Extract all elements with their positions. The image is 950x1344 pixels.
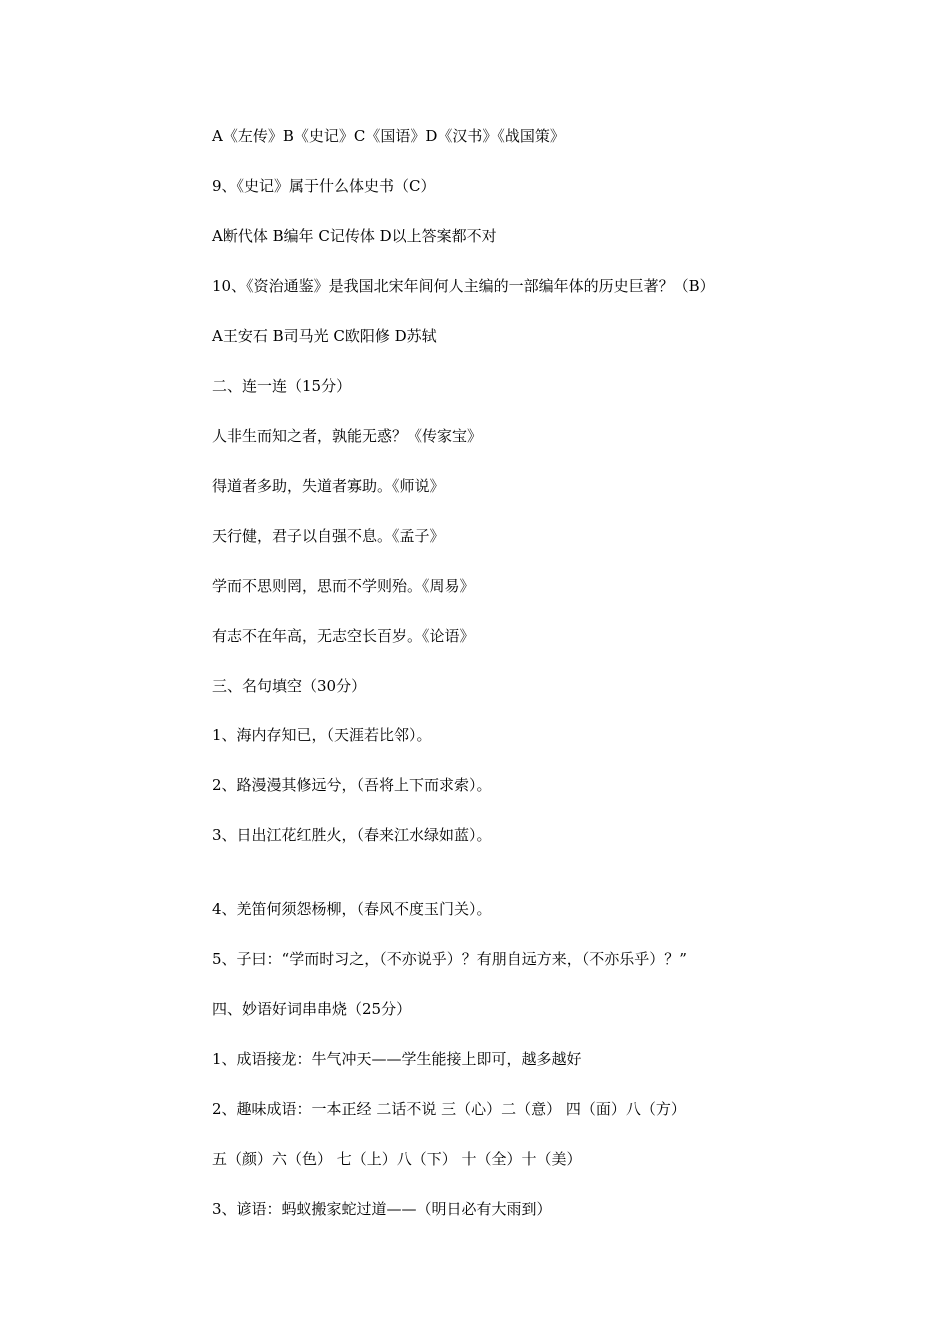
question-10-options: A王安石 B司马光 C欧阳修 D苏轼 (212, 327, 437, 345)
fill-item-3: 3、日出江花红胜火，（春来江水绿如蓝）。 (212, 826, 492, 844)
fun-idioms-line-1: 2、趣味成语：一本正经 二话不说 三（心）二（意） 四（面）八（方） (212, 1100, 686, 1118)
idiom-chain: 1、成语接龙：牛气冲天——学生能接上即可，越多越好 (212, 1050, 582, 1068)
match-item-4: 学而不思则罔，思而不学则殆。《周易》 (212, 577, 475, 595)
question-9-options: A断代体 B编年 C记传体 D以上答案都不对 (212, 227, 497, 245)
question-9: 9、《史记》属于什么体史书（C） (212, 177, 436, 195)
fill-item-5: 5、子曰：“学而时习之，（不亦说乎）？有朋自远方来，（不亦乐乎）？” (212, 950, 687, 968)
match-item-2: 得道者多助，失道者寡助。《师说》 (212, 477, 445, 495)
section-4-heading: 四、妙语好词串串烧（25分） (212, 1000, 412, 1018)
fun-idioms-line-2: 五（颜）六（色） 七（上）八（下） 十（全）十（美） (212, 1150, 582, 1168)
section-2-heading: 二、连一连（15分） (212, 377, 352, 395)
match-item-5: 有志不在年高，无志空长百岁。《论语》 (212, 627, 475, 645)
proverb: 3、谚语：蚂蚁搬家蛇过道——（明日必有大雨到） (212, 1200, 552, 1218)
match-item-3: 天行健，君子以自强不息。《孟子》 (212, 527, 445, 545)
fill-item-2: 2、路漫漫其修远兮，（吾将上下而求索）。 (212, 776, 492, 794)
fill-item-1: 1、海内存知已，（天涯若比邻）。 (212, 726, 432, 744)
question-10: 10、《资治通鉴》是我国北宋年间何人主编的一部编年体的历史巨著？（B） (212, 277, 715, 295)
fill-item-4: 4、羌笛何须怨杨柳，（春风不度玉门关）。 (212, 900, 492, 918)
match-item-1: 人非生而知之者，孰能无惑？《传家宝》 (212, 427, 483, 445)
section-3-heading: 三、名句填空（30分） (212, 677, 367, 695)
question-8-options: A《左传》B《史记》C《国语》D《汉书》《战国策》 (212, 127, 565, 145)
